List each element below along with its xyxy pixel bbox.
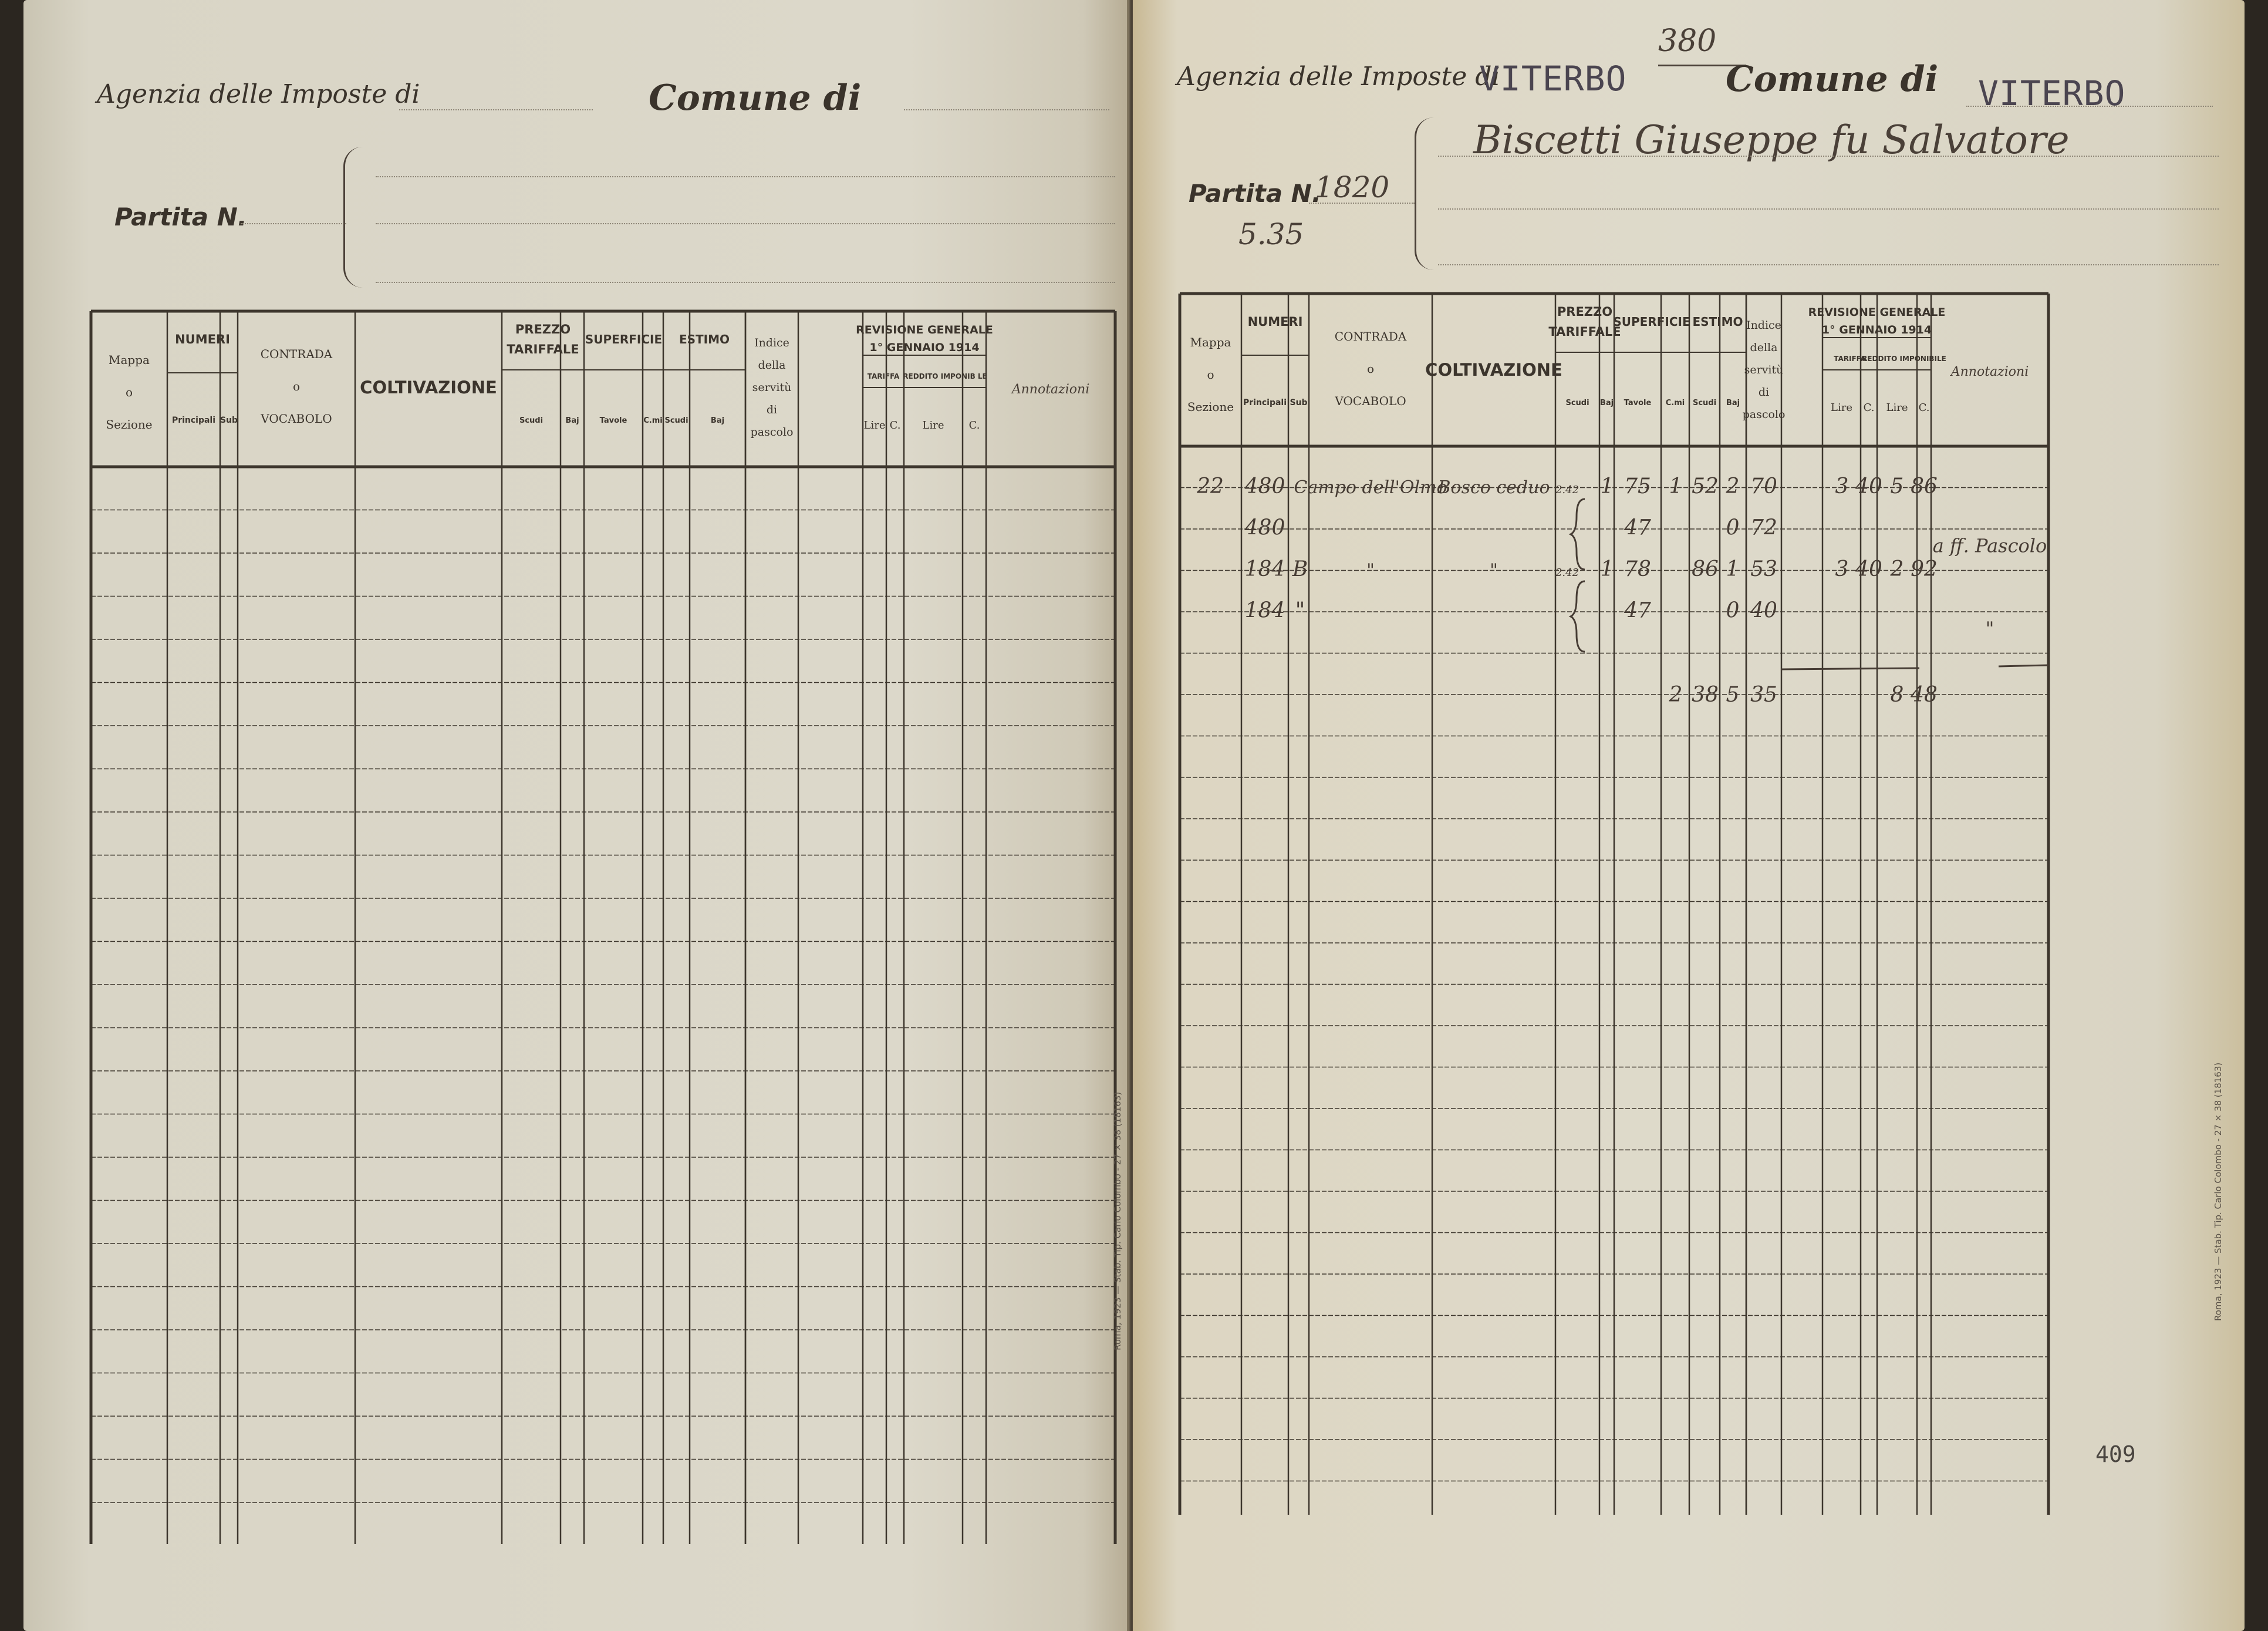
entry-prezzo: 2.42	[1555, 484, 1580, 496]
entry-principali: 480	[1244, 474, 1285, 498]
right-hdr-cmi: C.mi	[1665, 399, 1685, 407]
right-hdr-indice: servitù	[1744, 363, 1784, 376]
total-estimo-baj: 38	[1692, 683, 1719, 707]
entry-sub: B	[1292, 557, 1308, 581]
left-hdr-superficie: SUPERFICIE	[585, 332, 663, 346]
left-hdr-scudi: Scudi	[519, 416, 544, 425]
left-hdr-revisione: REVISIONE GENERALE	[856, 323, 993, 336]
entry-brace	[1571, 581, 1585, 652]
right-hdr-annotazioni: Annotazioni	[1950, 365, 2029, 379]
entry-principali: 184	[1244, 598, 1285, 623]
right-hdr-reddito: REDDITO IMPONIBILE	[1862, 355, 1946, 363]
left-hdr-indice: pascolo	[750, 426, 794, 439]
entry-superficie-cmi: 78	[1624, 557, 1651, 581]
entry-estimo2-scudi: 0	[1726, 515, 1740, 540]
left-register-table	[23, 0, 1127, 1631]
right-partita-label: Partita N.	[1189, 179, 1321, 208]
page-number: 409	[2095, 1441, 2136, 1467]
left-hdr-numeri: NUMERI	[175, 332, 230, 346]
left-hdr-baj: Baj	[565, 416, 579, 425]
entry-coltivazione: "	[1490, 560, 1498, 581]
left-page	[23, 0, 1127, 1631]
right-hdr-indice: Indice	[1746, 319, 1781, 332]
entry-estimo2-scudi: 1	[1726, 557, 1740, 581]
entry-superficie-tavole: 1	[1600, 557, 1614, 581]
entry-tariffa-c: 40	[1855, 474, 1882, 498]
left-hdr-prezzo: TARIFFALE	[507, 342, 579, 356]
entry-principali: 184	[1244, 557, 1285, 581]
left-hdr-estimo: ESTIMO	[679, 332, 730, 346]
right-hdr-coltivazione: COLTIVAZIONE	[1425, 360, 1562, 380]
right-hdr-principali: Principali	[1243, 398, 1287, 407]
total-estimo2-scudi: 5	[1726, 683, 1740, 707]
partita-number: 1820	[1315, 170, 1390, 204]
left-hdr-cmi: C.mi	[643, 416, 663, 425]
right-hdr-c: C.	[1918, 402, 1930, 414]
right-hdr-prezzo: TARIFFALE	[1548, 325, 1621, 339]
left-hdr-indice: di	[766, 403, 778, 416]
right-hdr-baj: Baj	[1599, 399, 1614, 407]
left-hdr-contrada: VOCABOLO	[261, 412, 332, 426]
left-printer-note: Roma, 1923 — Stab. Tip. Carlo Colombo - 27 × 38 (18163)	[1112, 1091, 1123, 1350]
left-hdr-contrada: CONTRADA	[260, 347, 333, 361]
right-hdr-scudi: Scudi	[1565, 399, 1589, 407]
entry-estimo-baj: 86	[1692, 557, 1719, 581]
left-hdr-c: C.	[968, 419, 980, 432]
right-hdr-revisione: 1° GENNAIO 1914	[1821, 323, 1932, 336]
entry-brace	[1571, 499, 1585, 569]
right-agency-label: Agenzia delle Imposte di	[1177, 62, 1500, 92]
entry-superficie-cmi: 47	[1624, 598, 1651, 623]
entry-reddito-c: 86	[1911, 474, 1938, 498]
entry-coltivazione: Bosco ceduo	[1437, 477, 1550, 498]
right-hdr-tavole: Tavole	[1624, 399, 1652, 407]
entry-estimo2-baj: 40	[1750, 598, 1777, 623]
entry-superficie-tavole: 1	[1600, 474, 1614, 498]
entry-reddito-lire: 2	[1890, 557, 1904, 581]
entry-annotazioni: "	[1985, 617, 1994, 640]
entry-superficie-cmi: 47	[1624, 515, 1651, 540]
annotation-rule	[1999, 665, 2048, 666]
entry-estimo-scudi: 1	[1669, 474, 1683, 498]
left-hdr-coltivazione: COLTIVAZIONE	[360, 378, 497, 397]
right-hdr-sub: Sub	[1290, 398, 1308, 407]
entry-prezzo: 2.42	[1555, 567, 1580, 579]
left-comune-label: Comune di	[649, 77, 862, 119]
left-hdr-lire: Lire	[863, 419, 886, 432]
right-hdr-indice: pascolo	[1742, 408, 1786, 421]
total-estimo-scudi: 2	[1669, 683, 1683, 707]
entry-tariffa-c: 40	[1855, 557, 1882, 581]
total-reddito-c: 48	[1911, 683, 1938, 707]
right-hdr-baj: Baj	[1726, 399, 1740, 407]
owner-name: Biscetti Giuseppe fu Salvatore	[1473, 117, 2070, 163]
right-hdr-tariffa: TARIFFA	[1834, 355, 1866, 363]
entry-contrada: "	[1366, 560, 1375, 581]
right-hdr-contrada: CONTRADA	[1334, 329, 1407, 343]
left-hdr-contrada: o	[292, 379, 301, 393]
left-hdr-indice: Indice	[754, 336, 789, 349]
total-rule	[1781, 668, 1919, 669]
entry-contrada: Campo dell'Olmo	[1294, 477, 1447, 498]
total-reddito-lire: 8	[1890, 683, 1904, 707]
left-hdr-annotazioni: Annotazioni	[1011, 382, 1090, 397]
left-hdr-mappa: o	[125, 385, 133, 399]
entry-superficie-cmi: 75	[1624, 474, 1651, 498]
entry-estimo2-baj: 53	[1750, 557, 1777, 581]
total-estimo2-baj: 35	[1750, 683, 1777, 707]
right-hdr-contrada: o	[1366, 362, 1375, 376]
right-printer-note: Roma, 1923 — Stab. Tip. Carlo Colombo - 27 × 38 (18163)	[2213, 1062, 2223, 1321]
right-hdr-contrada: VOCABOLO	[1335, 394, 1406, 408]
left-hdr-prezzo: PREZZO	[515, 322, 571, 336]
left-hdr-revisione: 1° GENNAIO 1914	[869, 341, 980, 354]
left-hdr-indice: servitù	[752, 381, 792, 394]
right-hdr-mappa: Sezione	[1187, 400, 1234, 414]
left-hdr-mappa: Mappa	[109, 353, 150, 367]
left-hdr-c: C.	[889, 419, 901, 432]
left-hdr-tariffa: TARIFFA	[867, 372, 900, 380]
left-partita-label: Partita N.	[114, 203, 247, 231]
entry-reddito-lire: 5	[1890, 474, 1904, 498]
entry-tariffa-lire: 3	[1835, 557, 1849, 581]
partita-sub-value: 5.35	[1238, 217, 1304, 251]
right-page	[1133, 0, 2245, 1631]
entry-sub: "	[1295, 598, 1305, 623]
entry-principali: 480	[1244, 515, 1285, 540]
right-hdr-numeri: NUMERI	[1247, 315, 1303, 329]
entry-estimo2-baj: 70	[1750, 474, 1777, 498]
left-hdr-scudi: Scudi	[664, 416, 689, 425]
left-hdr-sub: Sub	[220, 416, 238, 425]
right-hdr-indice: della	[1750, 341, 1778, 354]
entry-reddito-c: 92	[1911, 557, 1938, 581]
right-hdr-revisione: REVISIONE GENERALE	[1808, 306, 1946, 319]
right-hdr-c: C.	[1863, 402, 1875, 414]
entry-estimo2-scudi: 0	[1726, 598, 1740, 623]
right-hdr-lire: Lire	[1831, 402, 1852, 414]
right-hdr-mappa: Mappa	[1190, 335, 1231, 349]
right-hdr-superficie: SUPERFICIE	[1613, 315, 1690, 329]
right-hdr-indice: di	[1758, 386, 1770, 399]
folio-number: 380	[1658, 23, 1717, 59]
entry-annotazioni: a ff. Pascolo	[1932, 534, 2047, 557]
left-hdr-principali: Principali	[171, 416, 216, 425]
right-register-table	[1133, 0, 2245, 1631]
entry-tariffa-lire: 3	[1835, 474, 1849, 498]
left-hdr-indice: della	[758, 359, 786, 372]
left-hdr-lire: Lire	[922, 419, 944, 432]
left-hdr-reddito: REDDITO IMPONIB LE	[903, 372, 987, 380]
entry-mappa: 22	[1197, 474, 1224, 498]
right-hdr-lire: Lire	[1886, 402, 1908, 414]
right-hdr-scudi: Scudi	[1692, 399, 1717, 407]
left-agency-label: Agenzia delle Imposte di	[97, 79, 420, 109]
right-agency-stamp: VITERBO	[1479, 59, 1627, 99]
left-hdr-baj: Baj	[710, 416, 725, 425]
entry-estimo2-baj: 72	[1750, 515, 1777, 540]
right-hdr-estimo: ESTIMO	[1692, 315, 1743, 329]
left-hdr-tavole: Tavole	[599, 416, 627, 425]
entry-estimo-baj: 52	[1692, 474, 1719, 498]
left-hdr-mappa: Sezione	[106, 417, 153, 432]
right-comune-stamp: VITERBO	[1978, 73, 2126, 113]
right-hdr-prezzo: PREZZO	[1557, 305, 1613, 319]
right-comune-label: Comune di	[1726, 59, 1939, 100]
entry-estimo2-scudi: 2	[1726, 474, 1740, 498]
right-hdr-mappa: o	[1207, 368, 1214, 382]
